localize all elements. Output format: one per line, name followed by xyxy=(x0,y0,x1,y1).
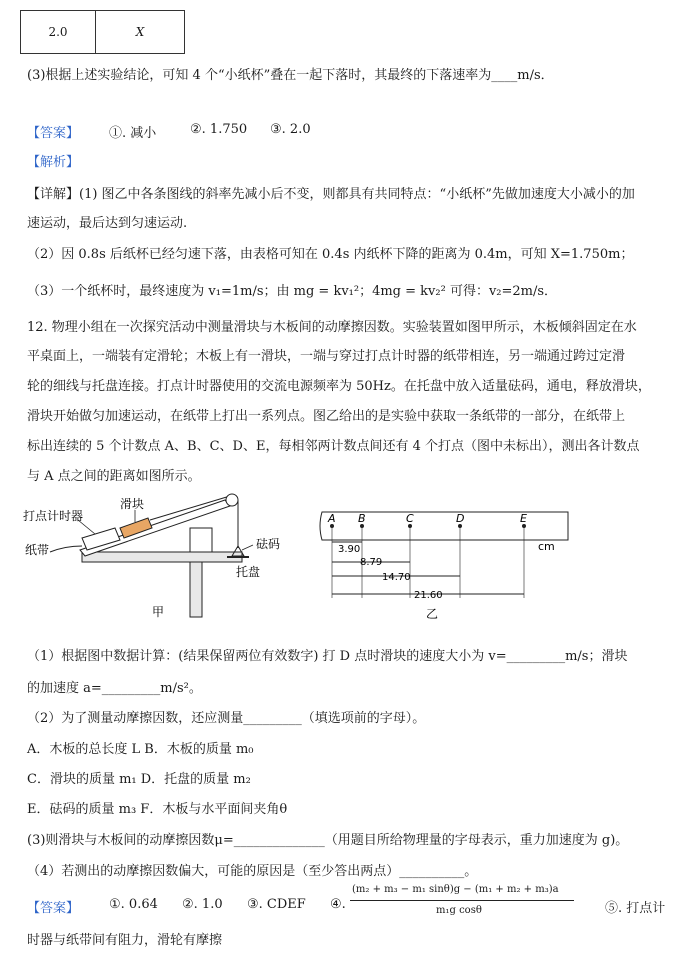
label-tray: 托盘 xyxy=(236,565,261,579)
answer-item: ③. CDEF xyxy=(247,897,306,912)
option-line: E．砝码的质量 m₃ F．木板与水平面间夹角θ xyxy=(27,802,288,817)
label-weights: 砝码 xyxy=(256,537,281,551)
weights-leader xyxy=(242,545,253,550)
tape-point-label: E xyxy=(520,512,527,525)
answer-continuation: 时器与纸带间有阻力，滑轮有摩擦 xyxy=(27,933,223,948)
detail-line: 速运动，最后达到匀速运动. xyxy=(27,216,188,231)
caption-jia: 甲 xyxy=(152,605,165,619)
answer-item: ②. 1.750 xyxy=(190,122,248,137)
answer-item: ①. 0.64 xyxy=(109,897,158,912)
option-line: A．木板的总长度 L B．木板的质量 m₀ xyxy=(27,742,254,757)
pulley xyxy=(226,494,238,506)
tape-point-label: A xyxy=(328,512,336,525)
dim-ae: 21.60 xyxy=(414,590,443,601)
question-line: （4）若测出的动摩擦因数偏大，可能的原因是（至少答出两点）__________。 xyxy=(27,864,478,879)
dim-ab: 3.90 xyxy=(338,544,361,555)
option-line: C．滑块的质量 m₁ D．托盘的质量 m₂ xyxy=(27,772,251,787)
desk-leg xyxy=(190,562,202,617)
apparatus-figure xyxy=(20,490,310,625)
q12-line: 标出连续的 5 个计数点 A、B、C、D、E，每相邻两计数点间还有 4 个打点（图中未标出），测出各计数点 xyxy=(27,439,640,454)
table-cell-x: X xyxy=(96,11,185,54)
answer-item: ⑤. 打点计 xyxy=(605,901,666,916)
fraction-numerator: (m₂ + m₃ − m₁ sinθ)g − (m₁ + m₂ + m₃)a xyxy=(352,884,559,895)
table-row xyxy=(21,11,185,54)
answer-label: 【答案】 xyxy=(27,901,80,916)
fraction-bar xyxy=(350,900,574,901)
answer-item: ②. 1.0 xyxy=(182,897,223,912)
answer-item: ④. xyxy=(330,897,346,912)
q12-line: 轮的细线与托盘连接。打点计时器使用的交流电源频率为 50Hz。在托盘中放入适量砝码，通电，释放滑块， xyxy=(27,379,651,394)
question-line: 的加速度 a=_________m/s²。 xyxy=(27,681,202,696)
desk-top xyxy=(82,552,242,562)
tape-point-label: B xyxy=(358,512,366,525)
tape-point-label: C xyxy=(406,512,414,525)
tape-point-label: D xyxy=(456,512,465,525)
question-line: （1）根据图中数据计算：(结果保留两位有效数字) 打 D 点时滑块的速度大小为 v=_________m/s；滑块 xyxy=(27,649,628,664)
q12-line: 与 A 点之间的距离如图所示。 xyxy=(27,469,201,484)
answer-label: 【答案】 xyxy=(27,126,80,141)
paper-tape xyxy=(50,546,82,552)
label-block: 滑块 xyxy=(120,497,145,511)
tape-figure xyxy=(318,508,578,628)
dim-ad: 14.70 xyxy=(382,572,411,583)
dim-ac: 8.79 xyxy=(360,557,383,568)
caption-yi: 乙 xyxy=(426,607,439,621)
question-line: （2）为了测量动摩擦因数，还应测量_________（填选项前的字母）。 xyxy=(27,711,426,726)
detail-line: 【详解】(1) 图乙中各条图线的斜率先减小后不变，则都具有共同特点：“小纸杯”先做加速度大小减小的加 xyxy=(27,187,635,202)
question-3-line: (3)根据上述实验结论，可知 4 个“小纸杯”叠在一起下落时，其最终的下落速率为____m/s． xyxy=(27,68,554,83)
detail-line: （3）一个纸杯时，最终速度为 v₁=1m/s；由 mg = kv₁²；4mg = kv₂² 可得：v₂=2m/s． xyxy=(27,284,558,299)
answer-item: ①. 减小 xyxy=(109,126,157,141)
analysis-label: 【解析】 xyxy=(27,155,80,170)
label-timer: 打点计时器 xyxy=(23,509,84,523)
data-table xyxy=(20,10,185,54)
q12-line: 滑块开始做匀加速运动，在纸带上打出一系列点。图乙给出的是实验中获取一条纸带的一部分，在纸带上 xyxy=(27,409,626,424)
q12-line: 平桌面上，一端装有定滑轮；木板上有一滑块，一端与穿过打点计时器的纸带相连，另一端通过跨过定滑 xyxy=(27,349,626,364)
q12-line: 12. 物理小组在一次探究活动中测量滑块与木板间的动摩擦因数。实验装置如图甲所示，木板倾斜固定在水 xyxy=(27,320,637,335)
detail-line: （2）因 0.8s 后纸杯已经匀速下落，由表格可知在 0.4s 内纸杯下降的距离为 0.4m，可知 X=1.750m； xyxy=(27,247,634,262)
table-cell-time: 2.0 xyxy=(21,11,96,54)
question-line: (3)则滑块与木板间的动摩擦因数μ=______________（用题目所给物理量的字母表示，重力加速度为 g)。 xyxy=(27,833,629,848)
label-tape: 纸带 xyxy=(25,543,50,557)
answer-item: ③. 2.0 xyxy=(270,122,311,137)
support-block xyxy=(190,528,212,552)
fraction-denominator: m₁g cosθ xyxy=(436,905,482,916)
tape-unit: cm xyxy=(538,540,555,553)
